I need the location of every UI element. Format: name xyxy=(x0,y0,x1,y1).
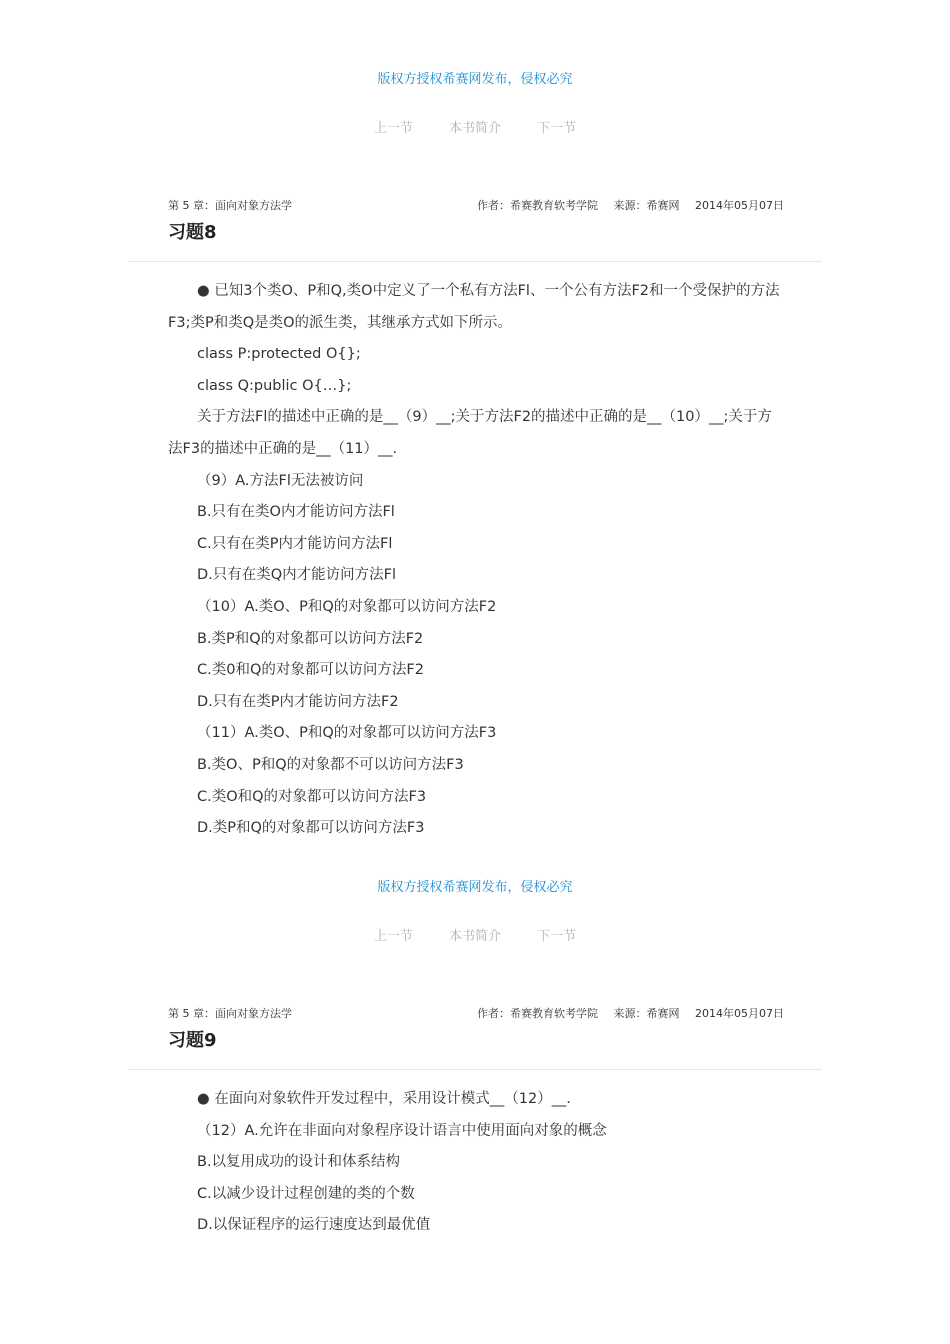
exercise-body xyxy=(168,1084,786,1242)
author: 作者：希赛教育软考学院 xyxy=(477,1007,598,1020)
source: 来源：希赛网 xyxy=(613,199,680,212)
section-title: 习题8 xyxy=(168,222,217,243)
chapter-label: 第 5 章：面向对象方法学 xyxy=(168,199,292,212)
section-nav xyxy=(0,927,950,947)
copyright-notice: 版权方授权希赛网发布，侵权必究 xyxy=(377,72,573,87)
paragraph: （11）A.类O、P和Q的对象都可以访问方法F3 xyxy=(197,725,497,742)
paragraph: D.类P和Q的对象都可以访问方法F3 xyxy=(197,820,425,837)
prev-section-link[interactable]: 上一节 xyxy=(373,929,413,944)
paragraph: 关于方法Fl的描述中正确的是__（9）__;关于方法F2的描述中正确的是__（10）__;关于方法F3的描述中正确的是__（11）__. xyxy=(168,409,772,457)
book-intro-link[interactable]: 本书简介 xyxy=(448,121,501,136)
chapter-label: 第 5 章：面向对象方法学 xyxy=(168,1007,292,1020)
paragraph: ● 已知3个类O、P和Q,类O中定义了一个私有方法Fl、一个公有方法F2和一个受保护的方法F3;类P和类Q是类O的派生类，其继承方式如下所示。 xyxy=(168,283,780,331)
paragraph: C.只有在类P内才能访问方法Fl xyxy=(197,535,393,552)
paragraph: C.类0和Q的对象都可以访问方法F2 xyxy=(197,662,424,679)
publish-date: 2014年05月07日 xyxy=(695,199,784,212)
paragraph: （9）A.方法Fl无法被访问 xyxy=(197,472,364,489)
prev-section-link[interactable]: 上一节 xyxy=(373,121,413,136)
source: 来源：希赛网 xyxy=(613,1007,680,1020)
next-section-link[interactable]: 下一节 xyxy=(537,121,577,136)
paragraph: class P:protected O{}; xyxy=(197,346,361,363)
paragraph: D.以保证程序的运行速度达到最优值 xyxy=(197,1217,431,1234)
book-intro-link[interactable]: 本书简介 xyxy=(448,929,501,944)
paragraph: B.类O、P和Q的对象都不可以访问方法F3 xyxy=(197,756,464,773)
copyright-notice: 版权方授权希赛网发布，侵权必究 xyxy=(377,880,573,895)
author: 作者：希赛教育软考学院 xyxy=(477,199,598,212)
paragraph: D.只有在类Q内才能访问方法Fl xyxy=(197,567,397,584)
divider xyxy=(128,1069,822,1070)
paragraph: （12）A.允许在非面向对象程序设计语言中使用面向对象的概念 xyxy=(197,1122,607,1139)
next-section-link[interactable]: 下一节 xyxy=(537,929,577,944)
paragraph: B.以复用成功的设计和体系结构 xyxy=(197,1154,401,1171)
section-title: 习题9 xyxy=(168,1030,217,1051)
article-meta xyxy=(465,198,784,214)
paragraph: （10）A.类O、P和Q的对象都可以访问方法F2 xyxy=(197,598,497,615)
paragraph: B.类P和Q的对象都可以访问方法F2 xyxy=(197,630,424,647)
paragraph: D.只有在类P内才能访问方法F2 xyxy=(197,693,399,710)
paragraph: ● 在面向对象软件开发过程中，采用设计模式__（12）__. xyxy=(197,1091,571,1107)
paragraph: C.以减少设计过程创建的类的个数 xyxy=(197,1185,415,1202)
paragraph: B.只有在类O内才能访问方法Fl xyxy=(197,504,395,521)
paragraph: class Q:public O{…}; xyxy=(197,377,352,394)
section-nav xyxy=(0,119,950,139)
divider xyxy=(128,261,822,262)
paragraph: C.类O和Q的对象都可以访问方法F3 xyxy=(197,788,427,805)
article-meta xyxy=(465,1006,784,1022)
exercise-body xyxy=(168,276,786,845)
publish-date: 2014年05月07日 xyxy=(695,1007,784,1020)
